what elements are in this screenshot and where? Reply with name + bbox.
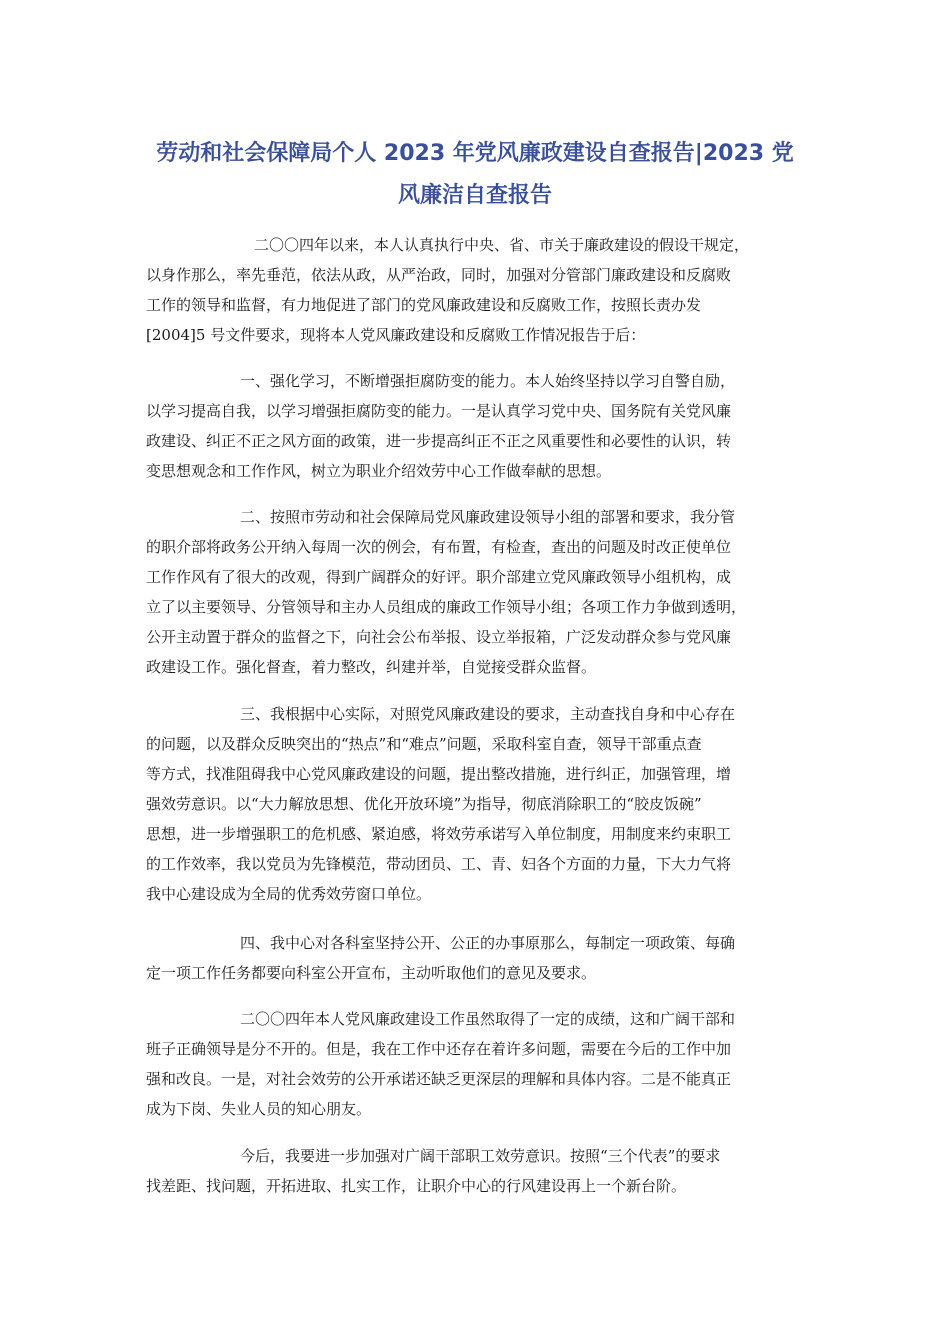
paragraph-line: 等方式，找准阻碍我中心党风廉政建设的问题，提出整改措施，进行纠正，加强管理，增 bbox=[146, 765, 732, 783]
paragraph-line: 变思想观念和工作作风，树立为职业介绍效劳中心工作做奉献的思想。 bbox=[146, 462, 612, 480]
paragraph-line: 我中心建设成为全局的优秀效劳窗口单位。 bbox=[146, 885, 432, 903]
paragraph-line: 四、我中心对各科室坚持公开、公正的办事原那么，每制定一项政策、每确 bbox=[240, 934, 736, 952]
paragraph-line: 的问题，以及群众反映突出的“热点”和“难点”问题，采取科室自查，领导干部重点查 bbox=[146, 735, 702, 753]
paragraph-line: 的职介部将政务公开纳入每周一次的例会，有布置，有检查，查出的问题及时改正使单位 bbox=[146, 538, 732, 556]
paragraph-line: 二〇〇四年以来，本人认真执行中央、省、市关于廉政建设的假设干规定， bbox=[254, 236, 750, 254]
paragraph-line: 政建设工作。强化督查，着力整改，纠建并举，自觉接受群众监督。 bbox=[146, 658, 597, 676]
paragraph-intro bbox=[146, 230, 806, 350]
paragraph-line: 立了以主要领导、分管领导和主办人员组成的廉政工作领导小组；各项工作力争做到透明， bbox=[146, 598, 747, 616]
paragraph-line: 工作的领导和监督，有力地促进了部门的党风廉政建设和反腐败工作，按照长责办发 bbox=[146, 296, 702, 314]
paragraph-line: 强和改良。一是，对社会效劳的公开承诺还缺乏更深层的理解和具体内容。二是不能真正 bbox=[146, 1070, 732, 1088]
document-title bbox=[130, 133, 820, 217]
paragraph-line: [2004]5 号文件要求，现将本人党风廉政建设和反腐败工作情况报告于后： bbox=[146, 326, 646, 344]
paragraph-line: 以身作那么，率先垂范，依法从政，从严治政，同时，加强对分管部门廉政建设和反腐败 bbox=[146, 266, 732, 284]
paragraph-line: 公开主动置于群众的监督之下，向社会公布举报、设立举报箱，广泛发动群众参与党风廉 bbox=[146, 628, 732, 646]
paragraph-line: 二、按照市劳动和社会保障局党风廉政建设领导小组的部署和要求，我分管 bbox=[240, 508, 736, 526]
paragraph-line: 今后，我要进一步加强对广阔干部职工效劳意识。按照“三个代表”的要求 bbox=[240, 1147, 721, 1165]
paragraph-line: 强效劳意识。以“大力解放思想、优化开放环境”为指导，彻底消除职工的“胶皮饭碗” bbox=[146, 795, 702, 813]
paragraph-future bbox=[146, 1141, 806, 1201]
paragraph-section-1 bbox=[146, 366, 806, 486]
paragraph-line: 一、强化学习，不断增强拒腐防变的能力。本人始终坚持以学习自警自励， bbox=[240, 372, 736, 390]
paragraph-line: 成为下岗、失业人员的知心朋友。 bbox=[146, 1100, 372, 1118]
paragraph-line: 二〇〇四年本人党风廉政建设工作虽然取得了一定的成绩，这和广阔干部和 bbox=[240, 1010, 736, 1028]
paragraph-line: 定一项工作任务都要向科室公开宣布，主动听取他们的意见及要求。 bbox=[146, 964, 597, 982]
paragraph-line: 班子正确领导是分不开的。但是，我在工作中还存在着许多问题，需要在今后的工作中加 bbox=[146, 1040, 732, 1058]
paragraph-summary bbox=[146, 1004, 806, 1124]
paragraph-line: 政建设、纠正不正之风方面的政策，进一步提高纠正不正之风重要性和必要性的认识，转 bbox=[146, 432, 732, 450]
paragraph-section-4 bbox=[146, 928, 806, 988]
paragraph-line: 工作作风有了很大的改观，得到广阔群众的好评。职介部建立党风廉政领导小组机构，成 bbox=[146, 568, 732, 586]
paragraph-line: 找差距、找问题，开拓进取、扎实工作，让职介中心的行风建设再上一个新台阶。 bbox=[146, 1177, 687, 1195]
paragraph-line: 以学习提高自我，以学习增强拒腐防变的能力。一是认真学习党中央、国务院有关党风廉 bbox=[146, 402, 732, 420]
paragraph-line: 三、我根据中心实际，对照党风廉政建设的要求，主动查找自身和中心存在 bbox=[240, 705, 736, 723]
paragraph-section-2 bbox=[146, 502, 806, 682]
title-line-1: 劳动和社会保障局个人 2023 年党风廉政建设自查报告|2023 党 bbox=[156, 141, 794, 166]
paragraph-line: 思想，进一步增强职工的危机感、紧迫感，将效劳承诺写入单位制度，用制度来约束职工 bbox=[146, 825, 732, 843]
paragraph-line: 的工作效率，我以党员为先锋模范，带动团员、工、青、妇各个方面的力量，下大力气将 bbox=[146, 855, 732, 873]
title-line-2: 风廉洁自查报告 bbox=[397, 183, 552, 208]
paragraph-section-3 bbox=[146, 699, 806, 909]
